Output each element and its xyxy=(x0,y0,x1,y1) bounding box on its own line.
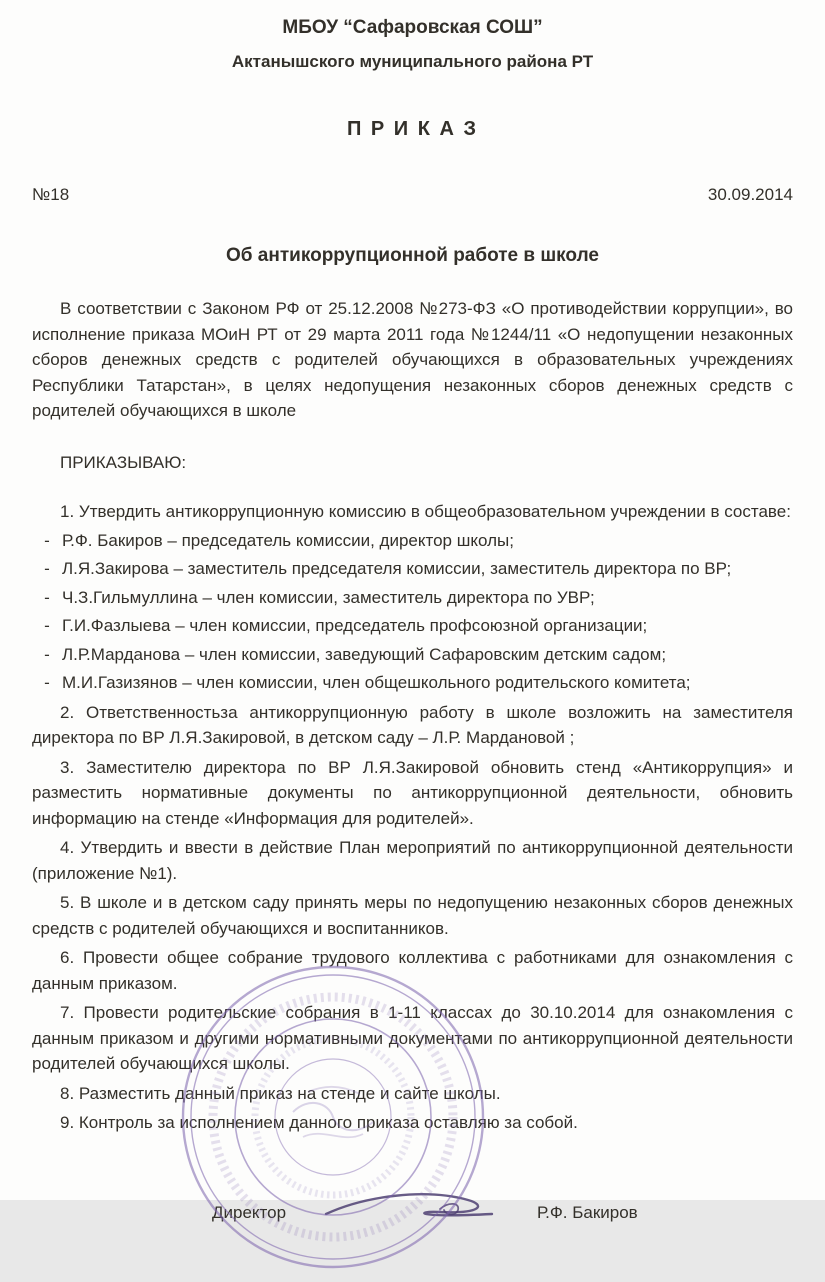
order-item-7: 7. Провести родительские собрания в 1-11 классах до 30.10.2014 для ознакомления с данным приказом и другими нормативными документами по антикоррупционной деятельности родителей обучающихся школы. xyxy=(32,1003,793,1073)
order-item-1: 1. Утвердить антикоррупционную комиссию в общеобразовательном учреждении в составе: xyxy=(60,502,791,521)
intro-paragraph: В соответствии с Законом РФ от 25.12.2008 №273-ФЗ «О противодействии коррупции», во исполнение приказа МОиН РТ от 29 марта 2011 года №1244/11 «О недопущении незаконных сборов денежных средств с родителей обучающихся в образовательных учреждениях Республики Татарстан», в целях недопущения незаконных сборов денежных средств с родителей обучающихся в школе xyxy=(32,299,793,420)
number-date-row xyxy=(32,182,793,208)
doc-date: 30.09.2014 xyxy=(707,185,793,204)
org-name: МБОУ “Сафаровская СОШ” xyxy=(282,17,543,38)
doc-title: Об антикоррупционной работе в школе xyxy=(226,244,599,266)
commission-member xyxy=(32,585,793,611)
order-item-3: 3. Заместителю директора по ВР Л.Я.Закировой обновить стенд «Антикоррупция» и разместить нормативные документы по антикоррупционной деятельности, обновить информацию на стенде «Информация для родителей». xyxy=(32,757,793,828)
commission-member-text: Г.И.Фазлыева – член комиссии, председатель профсоюзной организации; xyxy=(62,616,648,635)
order-item-8: 8. Разместить данный приказ на стенде и сайте школы. xyxy=(60,1083,501,1103)
handwritten-signature xyxy=(320,1182,510,1232)
commission-member-text: Р.Ф. Бакиров – председатель комиссии, директор школы; xyxy=(62,530,514,550)
commission-member xyxy=(32,613,793,639)
commission-member xyxy=(32,556,793,582)
doc-number: №18 xyxy=(32,185,70,204)
commission-member xyxy=(32,642,793,668)
order-item-5: 5. В школе и в детском саду принять меры по недопущению незаконных сборов денежных средств с родителей обучающихся и воспитанников. xyxy=(32,893,793,938)
commission-member-text: Л.Р.Марданова – член комиссии, заведующий Сафаровским детским садом; xyxy=(62,644,667,664)
commission-member xyxy=(32,670,793,696)
commission-list xyxy=(32,528,793,696)
list-dash: - xyxy=(44,587,50,607)
doc-type-heading: П Р И К А З xyxy=(346,118,479,140)
order-item-6: 6. Провести общее собрание трудового коллектива с работниками для ознакомления с данным приказом. xyxy=(32,948,793,993)
signature-block xyxy=(32,1194,793,1234)
list-dash: - xyxy=(44,530,50,550)
commission-member-text: Л.Я.Закирова – заместитель председателя комиссии, заместитель директора по ВР; xyxy=(62,559,732,578)
commission-member xyxy=(32,528,793,554)
signature-name: Р.Ф. Бакиров xyxy=(537,1202,638,1222)
resolution-label: ПРИКАЗЫВАЮ: xyxy=(60,452,187,472)
order-item-4: 4. Утвердить и ввести в действие План мероприятий по антикоррупционной деятельности (приложение №1). xyxy=(32,838,793,883)
order-item-2: 2. Ответственностьза антикоррупционную работу в школе возложить на заместителя директора по ВР Л.Я.Закировой, в детском саду – Л.Р. Мардановой ; xyxy=(32,702,793,747)
list-dash: - xyxy=(44,616,50,635)
list-dash: - xyxy=(44,644,50,664)
org-subtitle: Актанышского муниципального района РТ xyxy=(231,51,594,71)
list-dash: - xyxy=(44,559,50,578)
list-dash: - xyxy=(44,673,50,692)
commission-member-text: М.И.Газизянов – член комиссии, член общешкольного родительского комитета; xyxy=(62,673,691,692)
commission-member-text: Ч.З.Гильмуллина – член комиссии, заместитель директора по УВР; xyxy=(62,587,595,607)
order-item-9: 9. Контроль за исполнением данного приказа оставляю за собой. xyxy=(60,1113,578,1132)
signature-role: Директор xyxy=(212,1202,287,1222)
